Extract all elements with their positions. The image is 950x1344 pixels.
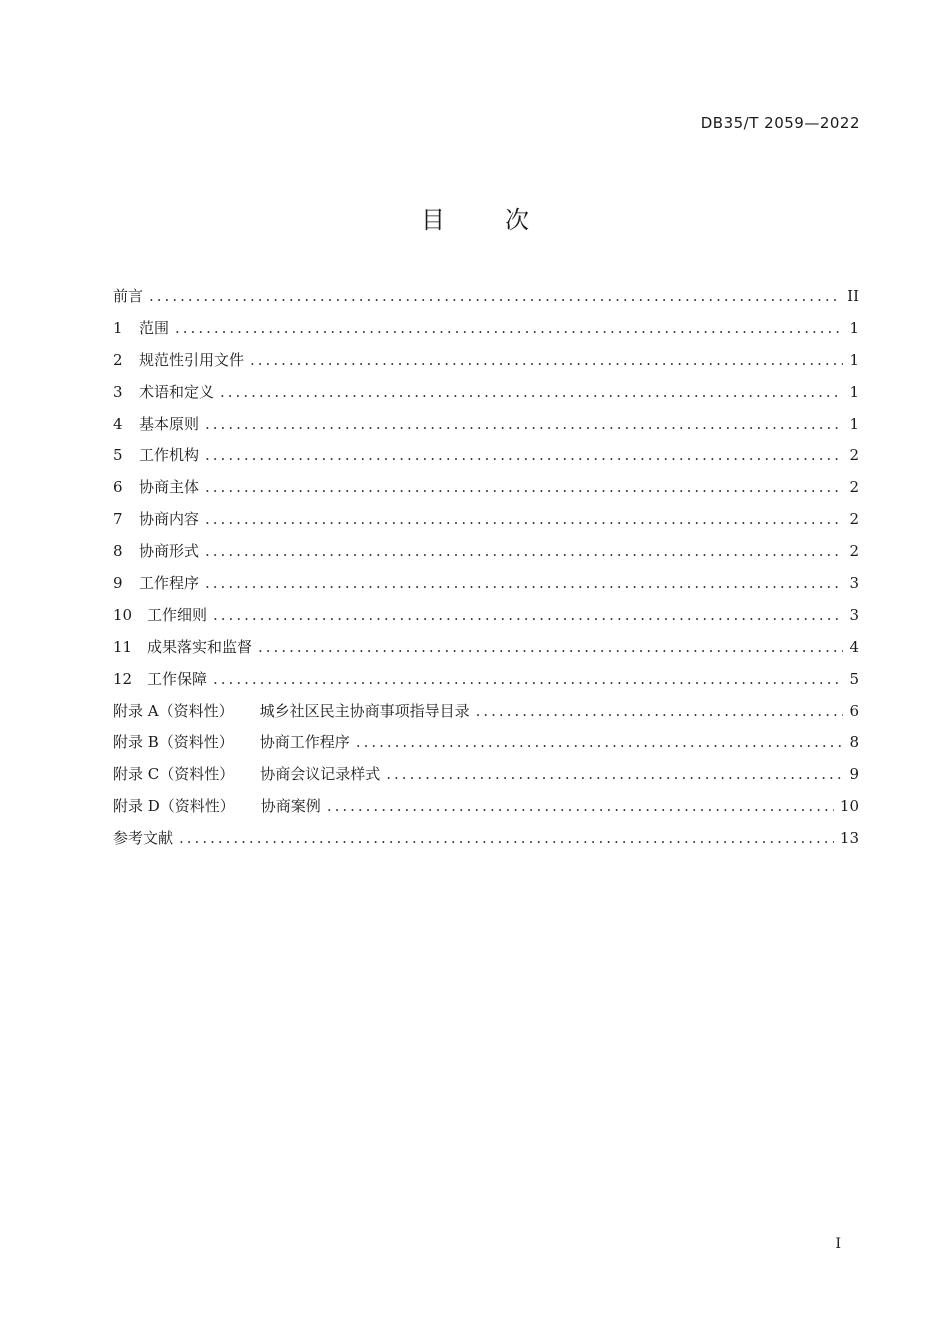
toc-entry-number: 9 xyxy=(113,574,123,593)
toc-entry[interactable] xyxy=(113,349,859,381)
toc-entry[interactable] xyxy=(113,572,859,604)
toc-entry[interactable] xyxy=(113,795,859,827)
toc-entry-label: 工作保障 xyxy=(147,669,208,688)
toc-entry-page: 1 xyxy=(849,318,859,337)
toc-entry-number: 2 xyxy=(113,350,123,369)
toc-entry[interactable] xyxy=(113,668,859,700)
toc-entry[interactable] xyxy=(113,604,859,636)
toc-entry-page: 9 xyxy=(849,765,859,784)
toc-entry-page: 1 xyxy=(849,414,859,433)
toc-entry-page: 8 xyxy=(849,733,859,752)
toc-dot-leader xyxy=(356,733,843,751)
toc-entry-label: 成果落实和监督 xyxy=(147,637,253,656)
toc-entry[interactable] xyxy=(113,381,859,413)
toc-entry-page: 6 xyxy=(849,701,859,720)
toc-entry-appendix-prefix: 附录 C（资料性） xyxy=(113,765,235,784)
toc-entry-label: 协商主体 xyxy=(139,478,200,497)
toc-entry[interactable] xyxy=(113,636,859,668)
toc-entry-page: II xyxy=(847,287,859,305)
toc-entry[interactable] xyxy=(113,731,859,763)
toc-entry-label: 参考文献 xyxy=(113,829,174,848)
toc-dot-leader xyxy=(476,702,843,720)
toc-entry-page: 1 xyxy=(849,382,859,401)
toc-entry-page: 2 xyxy=(849,510,859,529)
toc-dot-leader xyxy=(213,606,843,624)
toc-entry-page: 5 xyxy=(849,669,859,688)
toc-entry[interactable] xyxy=(113,763,859,795)
toc-entry-label: 工作机构 xyxy=(139,446,200,465)
toc-dot-leader xyxy=(205,446,843,464)
toc-entry[interactable] xyxy=(113,413,859,445)
toc-entry[interactable] xyxy=(113,317,859,349)
toc-entry[interactable] xyxy=(113,540,859,572)
toc-entry-number: 6 xyxy=(113,478,123,497)
toc-entry-label: 城乡社区民主协商事项指导目录 xyxy=(259,701,470,720)
toc-entry[interactable] xyxy=(113,827,859,859)
toc-entry-number: 5 xyxy=(113,446,123,465)
toc-dot-leader xyxy=(149,287,841,305)
toc-entry-page: 3 xyxy=(849,574,859,593)
toc-entry[interactable] xyxy=(113,508,859,540)
toc-entry-label: 协商案例 xyxy=(260,797,321,816)
toc-entry-page: 3 xyxy=(849,605,859,624)
toc-entry-number: 7 xyxy=(113,510,123,529)
toc-entry-number: 8 xyxy=(113,542,123,561)
toc-entry-page: 4 xyxy=(849,637,859,656)
toc-entry-label: 术语和定义 xyxy=(139,382,215,401)
toc-dot-leader xyxy=(220,383,843,401)
toc-entry-label: 工作细则 xyxy=(147,605,208,624)
toc-dot-leader xyxy=(205,510,843,528)
toc-entry-page: 2 xyxy=(849,478,859,497)
toc-entry-page: 10 xyxy=(839,797,859,816)
toc-entry-label: 协商工作程序 xyxy=(259,733,350,752)
toc-entry-number: 10 xyxy=(113,605,133,624)
toc-entry-label: 协商内容 xyxy=(139,510,200,529)
toc-dot-leader xyxy=(205,542,843,560)
toc-entry-page: 1 xyxy=(849,350,859,369)
toc-dot-leader xyxy=(386,765,843,783)
toc-entry-label: 协商会议记录样式 xyxy=(260,765,381,784)
toc-entry-appendix-prefix: 附录 D（资料性） xyxy=(113,797,235,816)
toc-entry-page: 13 xyxy=(839,829,859,848)
toc-dot-leader xyxy=(205,574,843,592)
toc-entry-appendix-prefix: 附录 A（资料性） xyxy=(113,701,234,720)
toc-entry-label: 前言 xyxy=(113,287,144,305)
page-title: 目次 xyxy=(421,206,589,234)
toc-dot-leader xyxy=(250,351,843,369)
toc-entry-number: 11 xyxy=(113,637,133,656)
toc-entry-label: 协商形式 xyxy=(139,542,200,561)
toc-entry-label: 工作程序 xyxy=(139,574,200,593)
toc-dot-leader xyxy=(205,478,843,496)
toc-dot-leader xyxy=(205,415,843,433)
table-of-contents xyxy=(113,285,859,859)
toc-entry-label: 范围 xyxy=(139,318,170,337)
toc-dot-leader xyxy=(179,829,834,847)
toc-dot-leader xyxy=(175,319,843,337)
toc-entry-number: 12 xyxy=(113,669,133,688)
toc-dot-leader xyxy=(327,797,834,815)
toc-entry-page: 2 xyxy=(849,446,859,465)
toc-entry-label: 规范性引用文件 xyxy=(139,350,245,369)
toc-entry-label: 基本原则 xyxy=(139,414,200,433)
toc-dot-leader xyxy=(258,638,843,656)
toc-entry-number: 1 xyxy=(113,318,123,337)
toc-entry-appendix-prefix: 附录 B（资料性） xyxy=(113,733,234,752)
toc-dot-leader xyxy=(213,670,843,688)
toc-entry[interactable] xyxy=(113,285,859,317)
toc-entry-number: 4 xyxy=(113,414,123,433)
toc-entry[interactable] xyxy=(113,700,859,732)
toc-entry-page: 2 xyxy=(849,542,859,561)
toc-entry-number: 3 xyxy=(113,382,123,401)
toc-entry[interactable] xyxy=(113,444,859,476)
standard-code: DB35/T 2059—2022 xyxy=(700,114,860,132)
toc-entry[interactable] xyxy=(113,476,859,508)
page-number: I xyxy=(835,1236,841,1252)
